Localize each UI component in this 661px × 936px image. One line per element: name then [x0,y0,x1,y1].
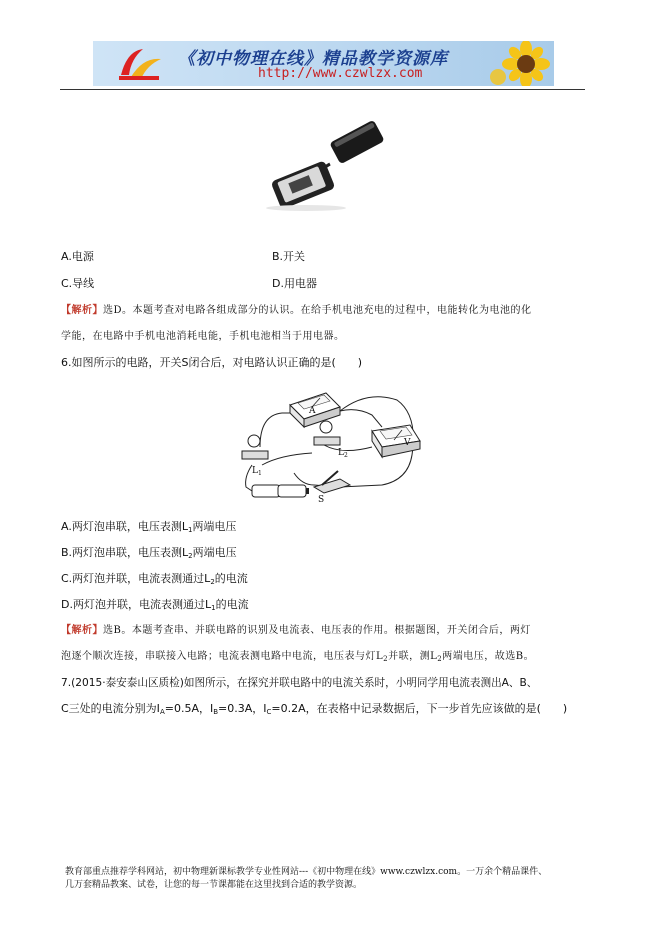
voltmeter-label: V [404,438,411,448]
q6-option-b: B.两灯泡串联，电压表测$L_2$两端电压 [61,546,237,560]
footer-line-2: 几万套精品教案、试卷，让您的每一节课都能在这里找到合适的教学资源。 [65,880,363,890]
q6-option-d: D.两灯泡并联，电流表测通过$L_1$的电流 [61,598,249,612]
q5-option-d: D.用电器 [272,277,317,290]
bulb-l1-label: $L_1$ [252,466,262,477]
q6-stem: 6.如图所示的电路，开关S闭合后，对电路认识正确的是( ) [61,356,363,369]
banner-title: 《初中物理在线》精品教学资源库 [178,49,448,69]
header-rule [60,89,585,90]
switch-label: S [318,495,325,503]
banner-url[interactable]: http://www.czwlzx.com [258,66,423,81]
bulb-l2-label: $L_2$ [338,448,348,459]
footer-line-1: 教育部重点推荐学科网站，初中物理新课标教学专业性网站---《初中物理在线》www.czwlzx.com。一万余个精品课件、 [65,867,548,877]
battery-icon [252,485,309,497]
q6-explanation-line-1: 【解析】选B。本题考查串、并联电路的识别及电流表、电压表的作用。根据题图，开关闭合后，两灯 [61,625,531,636]
q5-explanation-line-2: 学能，在电路中手机电池消耗电能，手机电池相当于用电器。 [61,331,345,342]
switch-icon [314,471,350,493]
header-banner [93,41,554,86]
bulb-l2-icon [314,421,340,445]
q5-option-a: A.电源 [61,250,94,263]
q6-explanation-line-2: 泡逐个顺次连接，串联接入电路；电流表测电路中电流，电压表与灯$L_2$并联，测$L_2$两端电压，故选B。 [61,651,535,663]
ammeter-label: A [309,406,316,416]
phone-charging-image [260,118,390,213]
q5-option-c: C.导线 [61,277,95,290]
q5-explanation-line-1: 【解析】选D。本题考查对电路各组成部分的认识。在给手机电池充电的过程中，电能转化为电池的化 [61,305,532,316]
explanation-tag: 【解析】 [61,625,103,636]
site-logo-icon [113,45,165,83]
q5-option-b: B.开关 [272,250,306,263]
explanation-tag: 【解析】 [61,305,103,316]
q6-option-c: C.两灯泡并联，电流表测通过$L_2$的电流 [61,572,248,586]
circuit-diagram [232,385,428,503]
q7-stem-line-1: 7.(2015·泰安泰山区质检)如图所示，在探究并联电路中的电流关系时，小明同学用电流表测出A、B、 [61,677,538,689]
q6-option-a: A.两灯泡串联，电压表测$L_1$两端电压 [61,520,237,534]
bulb-l1-icon [242,435,268,459]
q7-stem-line-2: C三处的电流分别为$I_A=0.5A$，$I_B=0.3A$，$I_C=0.2A$，在表格中记录数据后，下一步首先应该做的是( ) [61,702,568,716]
sunflower-icon [488,41,554,86]
